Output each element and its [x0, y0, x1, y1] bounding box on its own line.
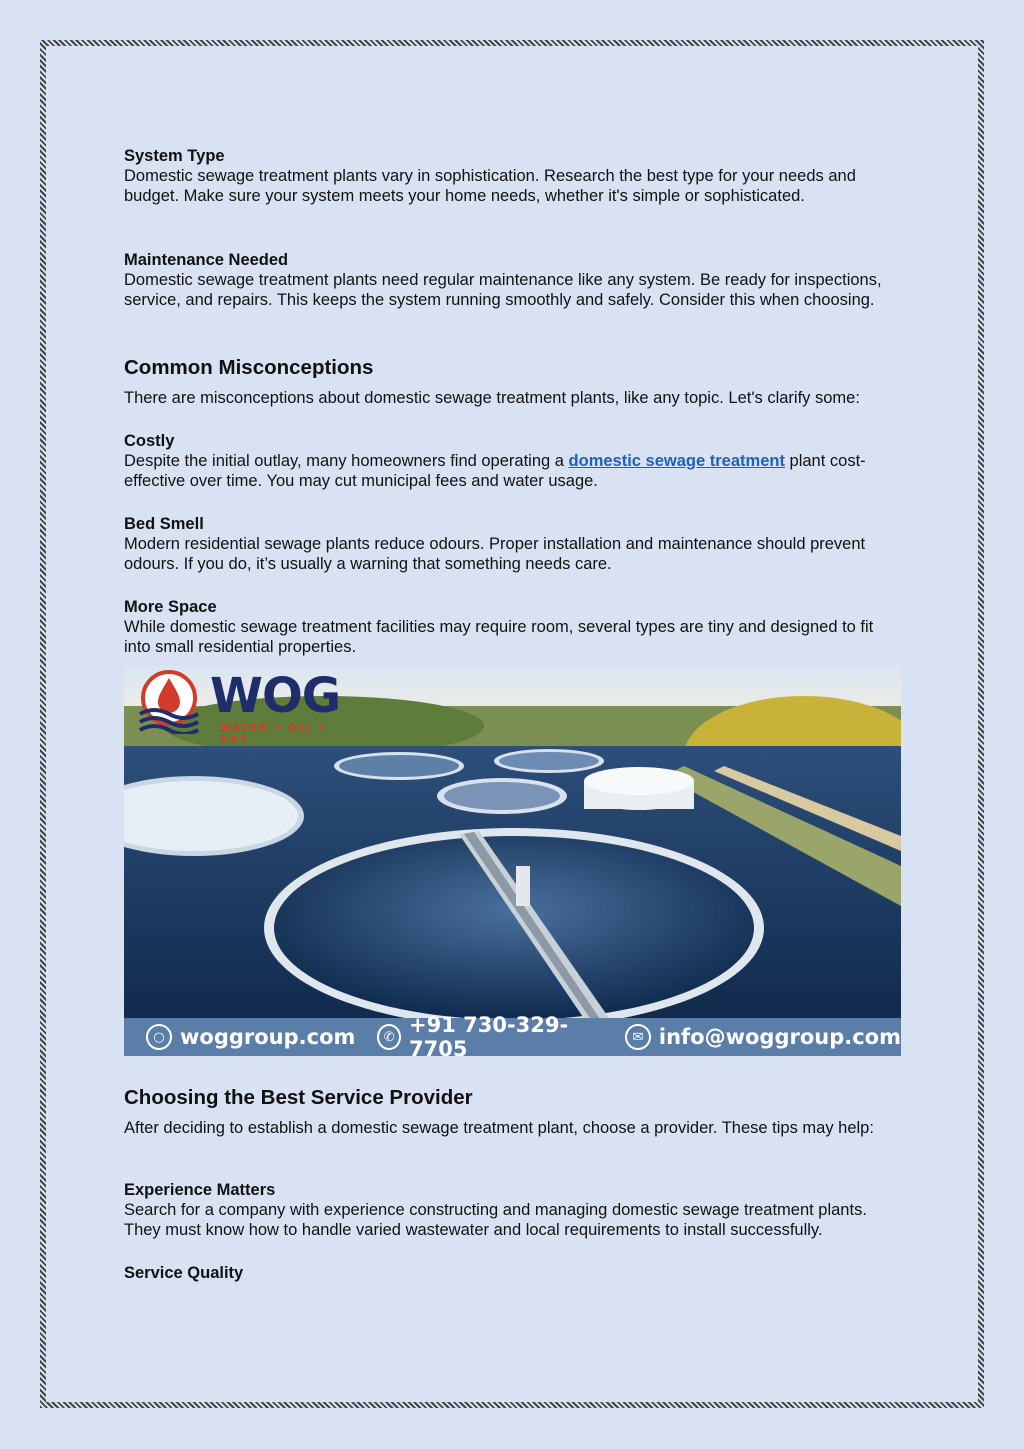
wastewater-plant-banner-image	[124, 666, 901, 1056]
mail-icon: ✉	[625, 1024, 651, 1050]
costly-block	[124, 431, 904, 514]
phone-icon: ✆	[377, 1024, 401, 1050]
section-system-type	[124, 146, 904, 250]
more-space-text: While domestic sewage treatment facilities may require room, several types are tiny and designed to fit into small residential properties.	[124, 618, 874, 656]
section-maintenance	[124, 250, 904, 356]
bed-smell-block	[124, 514, 904, 597]
email-contact[interactable]	[625, 1024, 901, 1050]
maintenance-heading: Maintenance Needed	[124, 251, 289, 269]
section-provider	[124, 1086, 904, 1283]
document-content	[124, 146, 904, 1283]
experience-heading: Experience Matters	[124, 1181, 276, 1199]
costly-text-before: Despite the initial outlay, many homeowners find operating a	[124, 452, 569, 470]
provider-intro: After deciding to establish a domestic sewage treatment plant, choose a provider. These tips may help:	[124, 1119, 874, 1137]
costly-text	[124, 451, 904, 491]
provider-heading: Choosing the Best Service Provider	[124, 1086, 473, 1109]
costly-heading: Costly	[124, 432, 175, 450]
more-space-heading: More Space	[124, 598, 217, 616]
email-text: info@woggroup.com	[658, 1025, 901, 1049]
more-space-block	[124, 597, 904, 666]
wog-logo-text: WOG	[210, 668, 341, 724]
costly-text-after: plant cost-effective over time. You may cut municipal fees and water usage.	[124, 452, 866, 490]
globe-icon: ○	[146, 1024, 172, 1050]
experience-block	[124, 1180, 904, 1263]
system-type-heading: System Type	[124, 147, 225, 165]
misconceptions-heading: Common Misconceptions	[124, 356, 374, 379]
service-quality-heading: Service Quality	[124, 1264, 244, 1282]
maintenance-text: Domestic sewage treatment plants need regular maintenance like any system. Be ready for inspections, service, and repairs. This keeps the system running smoothly and safely. Consider this when choosing.	[124, 271, 882, 309]
website-contact[interactable]	[146, 1024, 355, 1050]
wog-logo-subtitle: WATER • OIL • GAS	[220, 723, 327, 745]
phone-contact[interactable]	[377, 1013, 602, 1056]
website-text: woggroup.com	[180, 1025, 356, 1049]
wog-logo	[134, 668, 341, 745]
system-type-text: Domestic sewage treatment plants vary in sophistication. Research the best type for your needs and budget. Make sure your system meets your home needs, whether it's simple or sophisticated.	[124, 167, 856, 205]
phone-text: +91 730-329-7705	[409, 1013, 569, 1056]
experience-text: Search for a company with experience constructing and managing domestic sewage treatment plants. They must know how to handle varied wastewater and local requirements to install successfully.	[124, 1201, 867, 1239]
bed-smell-text: Modern residential sewage plants reduce odours. Proper installation and maintenance should prevent odours. If you do, it’s usually a warning that something needs care.	[124, 535, 866, 573]
section-misconceptions	[124, 356, 904, 666]
contact-bar	[124, 1013, 901, 1056]
domestic-sewage-treatment-link[interactable]: domestic sewage treatment	[568, 452, 785, 470]
misconceptions-intro: There are misconceptions about domestic sewage treatment plants, like any topic. Let's clarify some:	[124, 389, 860, 407]
wog-logo-mark	[134, 670, 204, 734]
bed-smell-heading: Bed Smell	[124, 515, 204, 533]
